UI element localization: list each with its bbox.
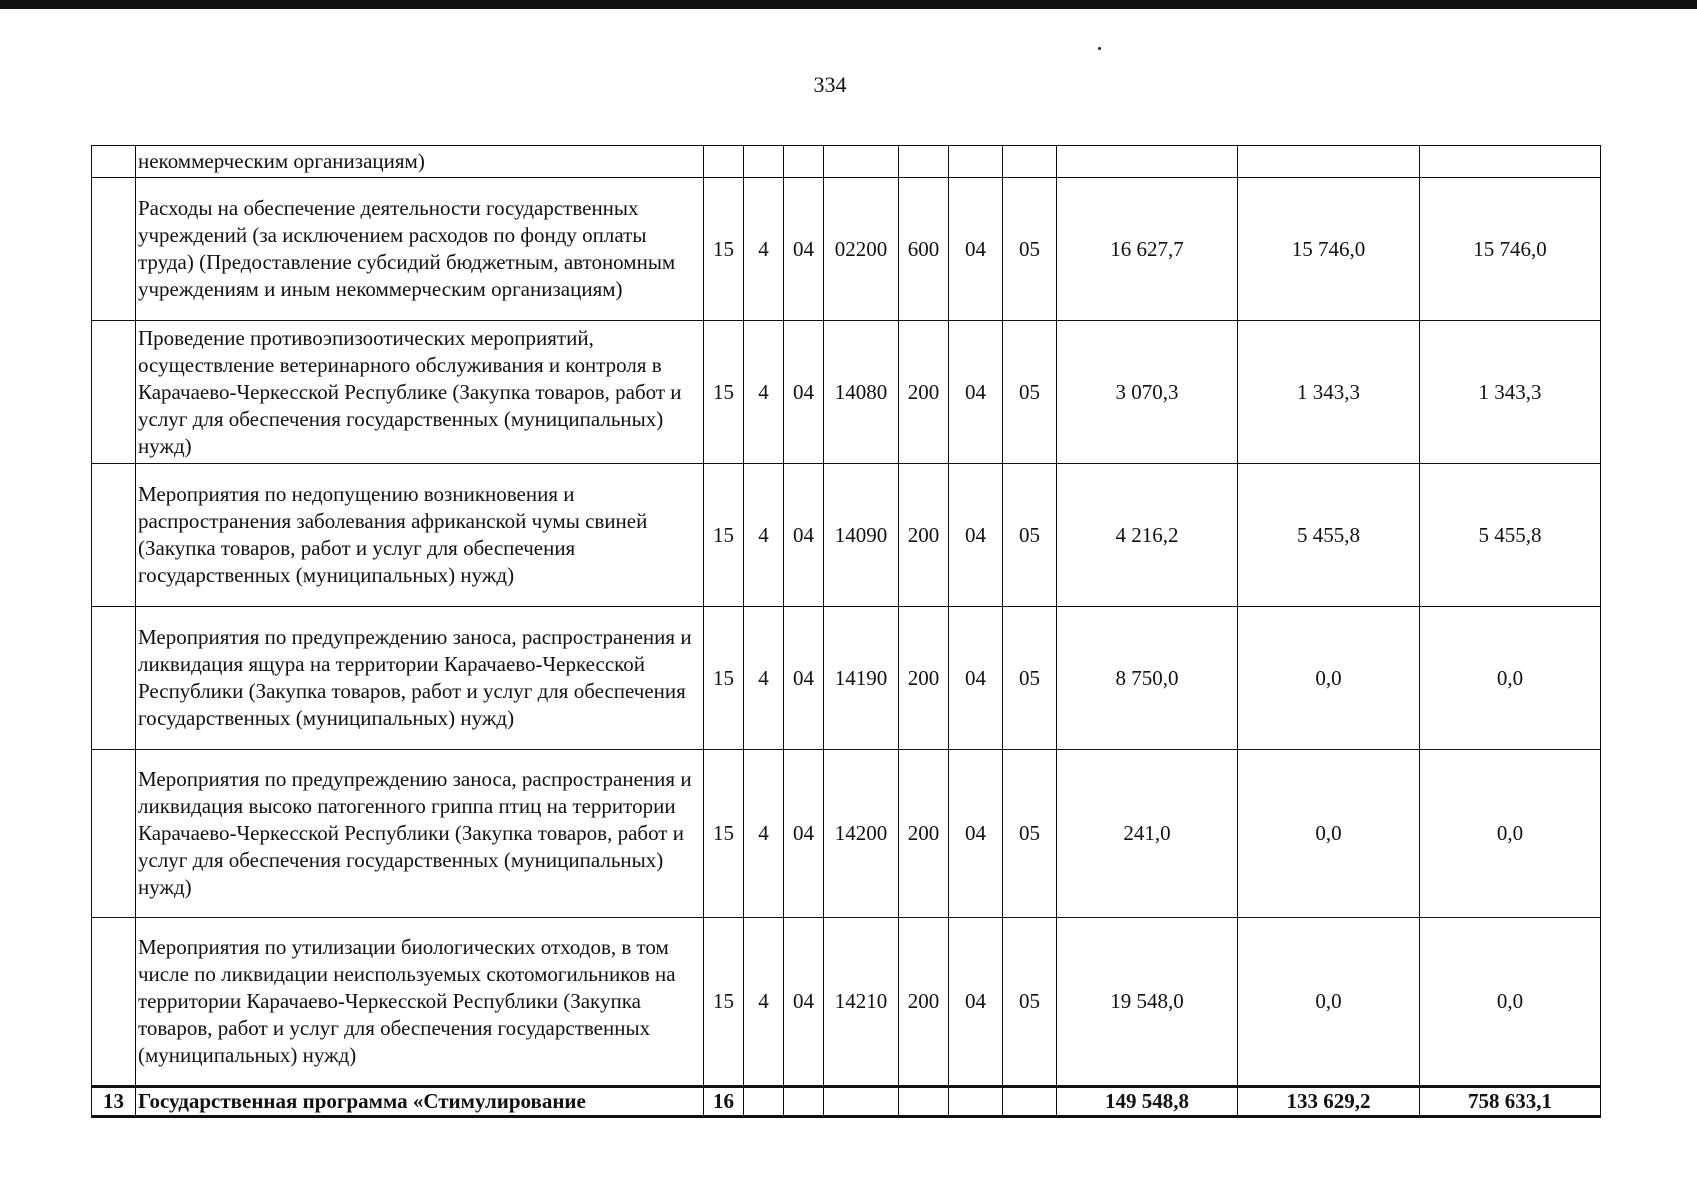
code-pr-cell: 05	[1003, 321, 1057, 464]
code-op-cell: 04	[784, 464, 824, 607]
code-vr-cell	[899, 1087, 949, 1117]
amount-year2-cell: 5 455,8	[1238, 464, 1420, 607]
code-rz-cell: 04	[949, 464, 1003, 607]
code-rz-cell	[949, 146, 1003, 178]
code-rz-cell: 04	[949, 750, 1003, 918]
item-name-cell: некоммерческим организациям)	[136, 146, 704, 178]
code-vr-cell: 200	[899, 321, 949, 464]
code-vr-cell: 600	[899, 178, 949, 321]
code-gr-cell: 15	[704, 918, 744, 1087]
scan-top-edge	[0, 0, 1697, 9]
code-pp-cell: 4	[744, 607, 784, 750]
row-number-cell	[92, 146, 136, 178]
code-gr-cell: 15	[704, 321, 744, 464]
amount-year3-cell: 0,0	[1420, 918, 1601, 1087]
code-rz-cell	[949, 1087, 1003, 1117]
table-row	[92, 918, 1601, 1087]
code-vr-cell: 200	[899, 464, 949, 607]
row-number-cell: 13	[92, 1087, 136, 1117]
table-row	[92, 146, 1601, 178]
code-op-cell: 04	[784, 607, 824, 750]
code-pr-cell: 05	[1003, 607, 1057, 750]
item-name-cell: Мероприятия по недопущению возникновения и распространения заболевания африканской чумы свиней (Закупка товаров, работ и услуг для обеспечения государственных (муниципальных) нужд)	[136, 464, 704, 607]
amount-year3-cell: 1 343,3	[1420, 321, 1601, 464]
code-pp-cell: 4	[744, 464, 784, 607]
code-rz-cell: 04	[949, 178, 1003, 321]
row-number-cell	[92, 750, 136, 918]
row-number-cell	[92, 464, 136, 607]
amount-year2-cell: 133 629,2	[1238, 1087, 1420, 1117]
code-pr-cell: 05	[1003, 750, 1057, 918]
code-vr-cell	[899, 146, 949, 178]
code-op-cell: 04	[784, 321, 824, 464]
code-dir-cell: 14090	[824, 464, 899, 607]
code-dir-cell: 14190	[824, 607, 899, 750]
code-dir-cell: 14210	[824, 918, 899, 1087]
item-name-cell: Расходы на обеспечение деятельности государственных учреждений (за исключением расходов по фонду оплаты труда) (Предоставление субсидий бюджетным, автономным учреждениям и иным некоммерческим организациям)	[136, 178, 704, 321]
code-rz-cell: 04	[949, 607, 1003, 750]
code-pp-cell	[744, 1087, 784, 1117]
table-row	[92, 1087, 1601, 1117]
row-number-cell	[92, 178, 136, 321]
code-rz-cell: 04	[949, 321, 1003, 464]
code-pp-cell: 4	[744, 178, 784, 321]
code-gr-cell	[704, 146, 744, 178]
table-row	[92, 607, 1601, 750]
code-vr-cell: 200	[899, 918, 949, 1087]
code-op-cell: 04	[784, 918, 824, 1087]
amount-year3-cell	[1420, 146, 1601, 178]
amount-year3-cell: 758 633,1	[1420, 1087, 1601, 1117]
code-op-cell	[784, 1087, 824, 1117]
code-pp-cell: 4	[744, 750, 784, 918]
code-pr-cell: 05	[1003, 918, 1057, 1087]
code-gr-cell: 15	[704, 178, 744, 321]
budget-table	[91, 145, 1601, 1118]
amount-year1-cell	[1057, 146, 1238, 178]
amount-year1-cell: 241,0	[1057, 750, 1238, 918]
code-op-cell: 04	[784, 178, 824, 321]
code-op-cell	[784, 146, 824, 178]
table-body	[92, 146, 1601, 1117]
amount-year1-cell: 16 627,7	[1057, 178, 1238, 321]
code-dir-cell	[824, 146, 899, 178]
code-gr-cell: 15	[704, 750, 744, 918]
code-pp-cell	[744, 146, 784, 178]
item-name-cell: Государственная программа «Стимулирование	[136, 1087, 704, 1117]
code-gr-cell: 16	[704, 1087, 744, 1117]
code-gr-cell: 15	[704, 607, 744, 750]
amount-year3-cell: 0,0	[1420, 750, 1601, 918]
code-pr-cell: 05	[1003, 464, 1057, 607]
item-name-cell: Мероприятия по предупреждению заноса, распространения и ликвидация высоко патогенного гриппа птиц на территории Карачаево-Черкесской Республики (Закупка товаров, работ и услуг для обеспечения государственных (муниципальных) нужд)	[136, 750, 704, 918]
item-name-cell: Мероприятия по утилизации биологических отходов, в том числе по ликвидации неиспользуемых скотомогильников на территории Карачаево-Черкесской Республики (Закупка товаров, работ и услуг для обеспечения государственных (муниципальных) нужд)	[136, 918, 704, 1087]
table-row	[92, 178, 1601, 321]
code-dir-cell: 14080	[824, 321, 899, 464]
code-pr-cell: 05	[1003, 178, 1057, 321]
amount-year2-cell: 0,0	[1238, 918, 1420, 1087]
table-row	[92, 750, 1601, 918]
code-pr-cell	[1003, 146, 1057, 178]
code-pp-cell: 4	[744, 918, 784, 1087]
row-number-cell	[92, 321, 136, 464]
table-row	[92, 464, 1601, 607]
code-rz-cell: 04	[949, 918, 1003, 1087]
code-gr-cell: 15	[704, 464, 744, 607]
row-number-cell	[92, 918, 136, 1087]
code-vr-cell: 200	[899, 607, 949, 750]
amount-year1-cell: 3 070,3	[1057, 321, 1238, 464]
amount-year2-cell: 1 343,3	[1238, 321, 1420, 464]
amount-year2-cell	[1238, 146, 1420, 178]
amount-year3-cell: 15 746,0	[1420, 178, 1601, 321]
item-name-cell: Мероприятия по предупреждению заноса, распространения и ликвидация ящура на территории Карачаево-Черкесской Республики (Закупка товаров, работ и услуг для обеспечения государственных (муниципальных) нужд)	[136, 607, 704, 750]
amount-year1-cell: 19 548,0	[1057, 918, 1238, 1087]
scan-speck	[1098, 47, 1101, 50]
amount-year1-cell: 4 216,2	[1057, 464, 1238, 607]
code-dir-cell: 02200	[824, 178, 899, 321]
table-row	[92, 321, 1601, 464]
code-dir-cell	[824, 1087, 899, 1117]
amount-year2-cell: 15 746,0	[1238, 178, 1420, 321]
amount-year1-cell: 149 548,8	[1057, 1087, 1238, 1117]
code-vr-cell: 200	[899, 750, 949, 918]
item-name-cell: Проведение противоэпизоотических мероприятий, осуществление ветеринарного обслуживания и контроля в Карачаево-Черкесской Республике (Закупка товаров, работ и услуг для обеспечения государственных (муниципальных) нужд)	[136, 321, 704, 464]
amount-year2-cell: 0,0	[1238, 750, 1420, 918]
page-number: 334	[813, 72, 847, 97]
amount-year3-cell: 0,0	[1420, 607, 1601, 750]
code-op-cell: 04	[784, 750, 824, 918]
code-pr-cell	[1003, 1087, 1057, 1117]
amount-year3-cell: 5 455,8	[1420, 464, 1601, 607]
amount-year1-cell: 8 750,0	[1057, 607, 1238, 750]
amount-year2-cell: 0,0	[1238, 607, 1420, 750]
code-dir-cell: 14200	[824, 750, 899, 918]
row-number-cell	[92, 607, 136, 750]
code-pp-cell: 4	[744, 321, 784, 464]
